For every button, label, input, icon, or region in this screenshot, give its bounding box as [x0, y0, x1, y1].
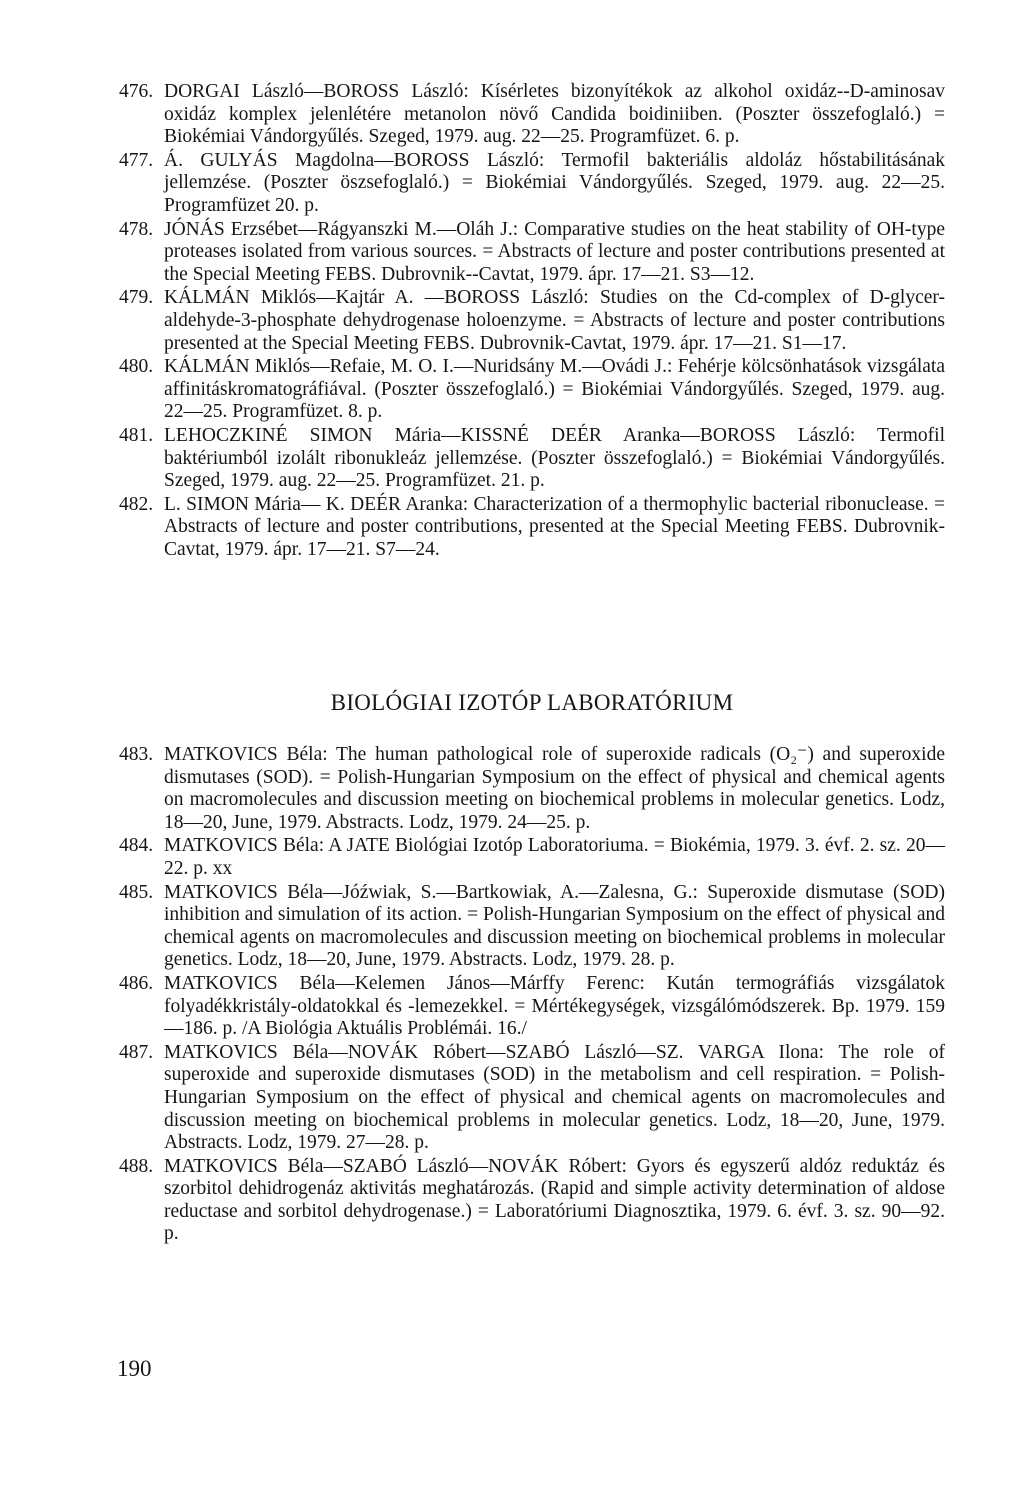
bibliography-entry	[119, 835, 945, 880]
entry-text: MATKOVICS Béla: The human pathological role of superoxide radicals (O₂⁻) and superoxide dismutases (SOD). = Polish-Hungarian Symposium on the effect of physical and chemical agents on macromolecules and discussion meeting on biochemical problems in molecular genetics. Lodz, 18—20, June, 1979. Abstracts. Lodz, 1979. 24—25. p.	[164, 744, 945, 833]
entry-text: LEHOCZKINÉ SIMON Mária—KISSNÉ DEÉR Aranka—BOROSS László: Termofil baktériumból izolált ribonukleáz jellemzése. (Poszter összefoglaló.) = Biokémiai Vándorgyűlés. Szeged, 1979. aug. 22—25. Programfüzet. 21. p.	[164, 424, 945, 492]
entry-number: 480.	[119, 356, 154, 378]
entry-text: L. SIMON Mária— K. DEÉR Aranka: Characterization of a thermophylic bacterial ribonuclease. = Abstracts of lecture and poster contributions, presented at the Special Meeting FEBS. Dubrovnik-Cavtat, 1979. ápr. 17—21. S7—24.	[164, 493, 945, 560]
entry-text: MATKOVICS Béla—Jóźwiak, S.—Bartkowiak, A.—Zalesna, G.: Superoxide dismutase (SOD) inhibition and simulation of its action. = Polish-Hungarian Symposium on the effect of physical and chemical agents on macromolecules and discussion meeting on biochemical problems in molecular genetics. Lodz, 18—20, June, 1979. Abstracts. Lodz, 1979. 28. p.	[164, 881, 945, 971]
entry-number: 483.	[119, 744, 154, 765]
bibliography-entry	[119, 1156, 945, 1246]
bibliography-entry	[119, 1042, 945, 1155]
entry-number: 479.	[119, 287, 154, 309]
bibliography-entry	[119, 973, 945, 1041]
entry-text: MATKOVICS Béla: A JATE Biológiai Izotóp Laboratoriuma. = Biokémia, 1979. 3. évf. 2. sz. 20—22. p. xx	[164, 835, 945, 879]
section-heading: BIOLÓGIAI IZOTÓP LABORATÓRIUM	[330, 690, 734, 715]
bibliography-entry	[119, 356, 945, 424]
bibliography-entry	[119, 744, 945, 834]
entry-text: Á. GULYÁS Magdolna—BOROSS László: Termofil bakteriális aldoláz hőstabilitásának jellemzése. (Poszter öszsefoglaló.) = Biokémiai Vándorgyűlés. Szeged, 1979. aug. 22—25. Programfüzet 20. p.	[164, 149, 945, 216]
bibliography-entry	[119, 287, 945, 355]
entry-number: 477.	[119, 149, 154, 171]
entry-text: KÁLMÁN Miklós—Kajtár A. —BOROSS László: Studies on the Cd-complex of D-glycer-aldehyde-3-phosphate dehydrogenase holoenzyme. = Abstracts of lecture and poster contributions presented at the Special Meeting FEBS. Dubrovnik-Cavtat, 1979. ápr. 17—21. S1—17.	[164, 287, 945, 354]
entry-number: 486.	[119, 972, 154, 994]
entry-text: JÓNÁS Erzsébet—Rágyanszki M.—Oláh J.: Comparative studies on the heat stability of OH-type proteases isolated from various sources. = Abstracts of lecture and poster contributions presented at the Special Meeting FEBS. Dubrovnik--Cavtat, 1979. ápr. 17—21. S3—12.	[164, 218, 945, 285]
page-number: 190	[117, 1356, 152, 1381]
entry-text: DORGAI László—BOROSS László: Kísérletes bizonyítékok az alkohol oxidáz--D-aminosav oxidáz komplex jelenlétére metanolon növő Candida boidiniiben. (Poszter összefoglaló.) = Biokémiai Vándorgyűlés. Szeged, 1979. aug. 22—25. Programfüzet. 6. p.	[164, 81, 945, 148]
entry-number: 478.	[119, 218, 154, 240]
entry-number: 484.	[119, 835, 154, 857]
entry-number: 488.	[119, 1155, 154, 1177]
bibliography-entry	[119, 81, 945, 149]
entry-number: 476.	[119, 81, 154, 102]
bibliography-section-1	[119, 81, 945, 561]
bibliography-entry	[119, 494, 945, 562]
entry-text: KÁLMÁN Miklós—Refaie, M. O. I.—Nuridsány M.—Ovádi J.: Fehérje kölcsönhatások vizsgálata affinitáskromatográfiával. (Poszter összefoglaló.) = Biokémiai Vándorgyűlés. Szeged, 1979. aug. 22—25. Programfüzet. 8. p.	[164, 356, 945, 423]
entry-number: 482.	[119, 493, 154, 515]
entry-number: 487.	[119, 1041, 154, 1063]
bibliography-entry	[119, 219, 945, 287]
bibliography-entry	[119, 150, 945, 218]
bibliography-entry	[119, 882, 945, 972]
entry-number: 481.	[119, 424, 154, 446]
bibliography-entry	[119, 425, 945, 493]
entry-number: 485.	[119, 881, 154, 903]
entry-text: MATKOVICS Béla—Kelemen János—Márffy Ferenc: Kután termográfiás vizsgálatok folyadékkristály-oldatokkal és -lemezekkel. = Mértékegységek, vizsgálómódszerek. Bp. 1979. 159—186. p. /A Biológia Aktuális Problémái. 16./	[164, 972, 945, 1040]
bibliography-section-2	[119, 744, 945, 1246]
entry-text: MATKOVICS Béla—SZABÓ László—NOVÁK Róbert: Gyors és egyszerű aldóz reduktáz és szorbitol dehidrogenáz aktivitás meghatározás. (Rapid and simple activity determination of aldose reductase and sorbitol dehydrogenase.) = Laboratóriumi Diagnosztika, 1979. 6. évf. 3. sz. 90—92. p.	[164, 1155, 945, 1245]
entry-text: MATKOVICS Béla—NOVÁK Róbert—SZABÓ László—SZ. VARGA Ilona: The role of superoxide and superoxide dismutases (SOD) in the metabolism and cell respiration. = Polish-Hungarian Symposium on the effect of physical and chemical agents on macromolecules and discussion meeting on biochemical problems in molecular genetics. Lodz, 18—20, June, 1979. Abstracts. Lodz, 1979. 27—28. p.	[164, 1041, 945, 1154]
